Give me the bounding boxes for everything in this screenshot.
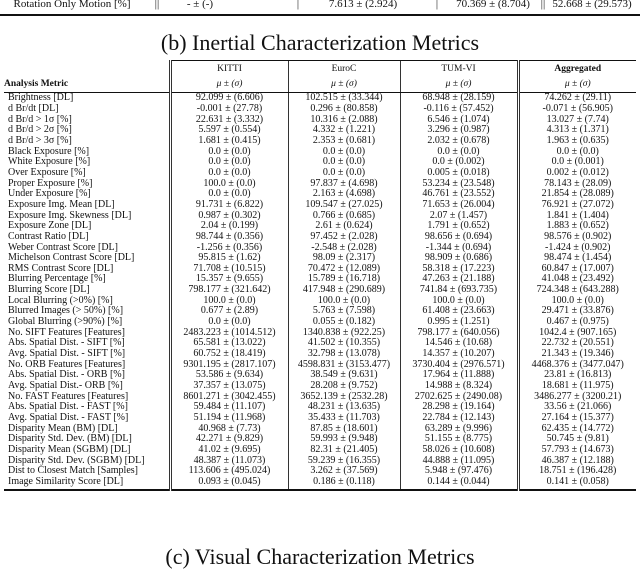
tumvi-value: 47.263 ± (21.188) — [400, 274, 518, 285]
metric-label: No. FAST Features [Features] — [8, 390, 129, 402]
aggregated-value: -1.424 ± (0.902) — [518, 243, 636, 254]
euroc-value: 4.332 ± (1.221) — [288, 125, 400, 136]
metric-label: Abs. Spatial Dist. - SIFT [%] — [8, 337, 125, 349]
kitti-value: 0.677 ± (2.89) — [170, 306, 288, 317]
tumvi-value: 98.909 ± (0.686) — [400, 253, 518, 264]
aggregated-value: 21.343 ± (19.346) — [518, 349, 636, 360]
tumvi-value: 1.791 ± (0.652) — [400, 221, 518, 232]
kitti-value: 0.0 ± (0.0) — [170, 189, 288, 200]
euroc-value: 2.353 ± (0.681) — [288, 136, 400, 147]
tumvi-value: -1.344 ± (0.694) — [400, 243, 518, 254]
aggregated-value: 50.745 ± (9.81) — [518, 434, 636, 445]
tumvi-value: -0.116 ± (57.452) — [400, 104, 518, 115]
metric-label: Disparity Std. Dev. (SGBM) [DL] — [8, 454, 145, 466]
aggregated-value: 1.963 ± (0.635) — [518, 136, 636, 147]
aggregated-value: 0.0 ± (0.0) — [518, 147, 636, 158]
metric-label: Local Blurring (>0%) [%] — [8, 294, 113, 306]
euroc-value: 3652.139 ± (2532.28) — [288, 392, 400, 403]
kitti-value: -1.256 ± (0.356) — [170, 243, 288, 254]
euroc-value: 0.766 ± (0.685) — [288, 211, 400, 222]
aggregated-value: 98.576 ± (0.902) — [518, 232, 636, 243]
kitti-value: 100.0 ± (0.0) — [170, 179, 288, 190]
header-kitti: KITTI — [170, 61, 288, 77]
tumvi-value: 28.298 ± (19.164) — [400, 402, 518, 413]
aggregated-value: 3486.277 ± (3200.21) — [518, 392, 636, 403]
aggregated-value: 4468.376 ± (3477.047) — [518, 360, 636, 371]
separator: | — [435, 0, 439, 10]
euroc-value: 0.0 ± (0.0) — [288, 147, 400, 158]
separator: | — [296, 0, 300, 10]
aggregated-value: 62.435 ± (14.772) — [518, 424, 636, 435]
tumvi-value: 0.0 ± (0.0) — [400, 147, 518, 158]
tumvi-value: 6.546 ± (1.074) — [400, 115, 518, 126]
tumvi-value: 44.888 ± (11.095) — [400, 456, 518, 467]
tumvi-value: 2.032 ± (0.678) — [400, 136, 518, 147]
aggregated-value: 1.841 ± (1.404) — [518, 211, 636, 222]
euroc-value: 3.262 ± (37.569) — [288, 466, 400, 477]
euroc-value: 98.09 ± (2.317) — [288, 253, 400, 264]
aggregated-value: 27.164 ± (15.377) — [518, 413, 636, 424]
euroc-value: 100.0 ± (0.0) — [288, 296, 400, 307]
metric-label: Proper Exposure [%] — [8, 177, 93, 189]
header-stat: μ ± (σ) — [518, 77, 636, 93]
header-analysis-metric: Analysis Metric — [4, 77, 170, 93]
double-separator: || — [540, 0, 546, 10]
aggregated-value: 33.56 ± (21.066) — [518, 402, 636, 413]
table-row — [4, 232, 636, 243]
euroc-value: -2.548 ± (2.028) — [288, 243, 400, 254]
euroc-value: 41.502 ± (10.355) — [288, 338, 400, 349]
metric-label: d Br/dt [DL] — [8, 102, 59, 114]
euroc-value: 1340.838 ± (922.25) — [288, 328, 400, 339]
aggregated-value: 0.467 ± (0.975) — [518, 317, 636, 328]
euroc-value: 70.472 ± (12.089) — [288, 264, 400, 275]
euroc-value: 59.239 ± (16.355) — [288, 456, 400, 467]
kitti-value: 92.099 ± (6.606) — [170, 93, 288, 104]
kitti-value: 91.731 ± (6.822) — [170, 200, 288, 211]
header-euroc: EuroC — [288, 61, 400, 77]
kitti-value: 0.987 ± (0.302) — [170, 211, 288, 222]
tumvi-value: 5.948 ± (97.476) — [400, 466, 518, 477]
caption-inertial: (b) Inertial Characterization Metrics — [160, 30, 480, 55]
kitti-value: 0.093 ± (0.045) — [170, 477, 288, 490]
euroc-value: 102.515 ± (33.344) — [288, 93, 400, 104]
header-tumvi: TUM-VI — [400, 61, 518, 77]
metric-label: Black Exposure [%] — [8, 145, 90, 157]
euroc-value: 32.798 ± (13.078) — [288, 349, 400, 360]
aggregated-value: 78.143 ± (28.09) — [518, 179, 636, 190]
aggregated-value: 57.793 ± (14.673) — [518, 445, 636, 456]
tumvi-value: 68.948 ± (28.159) — [400, 93, 518, 104]
double-separator: || — [154, 0, 160, 10]
aggregated-value: -0.071 ± (56.905) — [518, 104, 636, 115]
tumvi-value: 22.784 ± (12.143) — [400, 413, 518, 424]
euroc-value: 0.0 ± (0.0) — [288, 168, 400, 179]
metric-label: Abs. Spatial Dist. - FAST [%] — [8, 401, 128, 413]
prev-tumvi: 70.369 ± (8.704) — [456, 0, 530, 10]
tumvi-value: 58.318 ± (17.223) — [400, 264, 518, 275]
kitti-value: 22.631 ± (3.332) — [170, 115, 288, 126]
metric-label: Disparity Mean (BM) [DL] — [8, 422, 118, 434]
aggregated-value: 0.002 ± (0.012) — [518, 168, 636, 179]
kitti-value: 100.0 ± (0.0) — [170, 296, 288, 307]
metric-label: Avg. Spatial Dist. - FAST [%] — [8, 412, 129, 423]
previous-table-last-row — [0, 0, 640, 16]
header-aggregated: Aggregated — [518, 61, 636, 77]
header-stat: μ ± (σ) — [170, 77, 288, 93]
euroc-value: 0.055 ± (0.182) — [288, 317, 400, 328]
kitti-value: 798.177 ± (321.642) — [170, 285, 288, 296]
euroc-value: 87.85 ± (18.601) — [288, 424, 400, 435]
tumvi-value: 98.656 ± (0.694) — [400, 232, 518, 243]
tumvi-value: 17.964 ± (11.888) — [400, 370, 518, 381]
aggregated-value: 1.883 ± (0.652) — [518, 221, 636, 232]
metric-label: Weber Contrast Score [DL] — [8, 241, 118, 253]
kitti-value: -0.001 ± (27.78) — [170, 104, 288, 115]
kitti-value: 113.606 ± (495.024) — [170, 466, 288, 477]
metric-label: Contrast Ratio [DL] — [8, 230, 89, 242]
metric-label: Brightness [DL] — [8, 92, 74, 104]
header-stat: μ ± (σ) — [400, 77, 518, 93]
tumvi-value: 3.296 ± (0.987) — [400, 125, 518, 136]
euroc-value: 15.789 ± (16.718) — [288, 274, 400, 285]
kitti-value: 37.357 ± (13.075) — [170, 381, 288, 392]
kitti-value: 1.681 ± (0.415) — [170, 136, 288, 147]
aggregated-value: 18.751 ± (196.428) — [518, 466, 636, 477]
euroc-value: 0.296 ± (80.858) — [288, 104, 400, 115]
tumvi-value: 53.234 ± (23.548) — [400, 179, 518, 190]
kitti-value: 71.708 ± (10.515) — [170, 264, 288, 275]
kitti-value: 59.484 ± (11.107) — [170, 402, 288, 413]
aggregated-value: 100.0 ± (0.0) — [518, 296, 636, 307]
euroc-value: 109.547 ± (27.025) — [288, 200, 400, 211]
metric-label: Image Similarity Score [DL] — [4, 477, 170, 490]
metric-label: White Exposure [%] — [8, 156, 91, 168]
tumvi-value: 46.761 ± (23.552) — [400, 189, 518, 200]
tumvi-value: 71.653 ± (26.004) — [400, 200, 518, 211]
prev-metric: Rotation Only Motion [%] — [13, 0, 131, 10]
euroc-value: 82.31 ± (21.405) — [288, 445, 400, 456]
euroc-value: 28.208 ± (9.752) — [288, 381, 400, 392]
kitti-value: 8601.271 ± (3042.455) — [170, 392, 288, 403]
tumvi-value: 0.005 ± (0.018) — [400, 168, 518, 179]
kitti-value: 65.581 ± (13.022) — [170, 338, 288, 349]
euroc-value: 4598.831 ± (3153.477) — [288, 360, 400, 371]
kitti-value: 42.271 ± (9.829) — [170, 434, 288, 445]
table-row — [4, 477, 636, 490]
aggregated-value: 41.048 ± (23.492) — [518, 274, 636, 285]
metric-label: Exposure Img. Skewness [DL] — [8, 209, 132, 221]
tumvi-value: 14.988 ± (8.324) — [400, 381, 518, 392]
tumvi-value: 100.0 ± (0.0) — [400, 296, 518, 307]
aggregated-value: 0.141 ± (0.058) — [518, 477, 636, 490]
aggregated-value: 1042.4 ± (907.165) — [518, 328, 636, 339]
metric-label: Global Blurring (>90%) [%] — [8, 316, 123, 328]
kitti-value: 95.815 ± (1.62) — [170, 253, 288, 264]
aggregated-value: 13.027 ± (7.74) — [518, 115, 636, 126]
visual-metrics-table — [4, 60, 636, 491]
aggregated-value: 46.387 ± (12.188) — [518, 456, 636, 467]
kitti-value: 5.597 ± (0.554) — [170, 125, 288, 136]
euroc-value: 2.163 ± (4.698) — [288, 189, 400, 200]
aggregated-value: 74.262 ± (29.11) — [518, 93, 636, 104]
kitti-value: 0.0 ± (0.0) — [170, 147, 288, 158]
table-row — [4, 157, 636, 168]
aggregated-value: 21.854 ± (28.089) — [518, 189, 636, 200]
euroc-value: 38.549 ± (9.631) — [288, 370, 400, 381]
euroc-value: 59.993 ± (9.948) — [288, 434, 400, 445]
metric-label: Disparity Mean (SGBM) [DL] — [8, 443, 131, 455]
tumvi-value: 0.0 ± (0.002) — [400, 157, 518, 168]
metric-label: RMS Contrast Score [DL] — [8, 262, 114, 274]
table-row — [4, 147, 636, 158]
tumvi-value: 51.155 ± (8.775) — [400, 434, 518, 445]
euroc-value: 5.763 ± (7.598) — [288, 306, 400, 317]
aggregated-value: 60.847 ± (17.007) — [518, 264, 636, 275]
metric-label: No. ORB Features [Features] — [8, 358, 126, 370]
kitti-value: 41.02 ± (9.695) — [170, 445, 288, 456]
kitti-value: 48.387 ± (11.073) — [170, 456, 288, 467]
kitti-value: 2.04 ± (0.199) — [170, 221, 288, 232]
tumvi-value: 2702.625 ± (2490.08) — [400, 392, 518, 403]
euroc-value: 97.837 ± (4.698) — [288, 179, 400, 190]
euroc-value: 97.452 ± (2.028) — [288, 232, 400, 243]
table-row — [4, 136, 636, 147]
euroc-value: 2.61 ± (0.624) — [288, 221, 400, 232]
metric-label: Blurred Images (> 50%) [%] — [8, 305, 124, 317]
kitti-value: 15.357 ± (9.655) — [170, 274, 288, 285]
kitti-value: 0.0 ± (0.0) — [170, 157, 288, 168]
tumvi-value: 0.144 ± (0.044) — [400, 477, 518, 490]
tumvi-value: 61.408 ± (23.663) — [400, 306, 518, 317]
tumvi-value: 741.84 ± (693.735) — [400, 285, 518, 296]
metric-label: d Br/d > 3σ [%] — [8, 134, 72, 146]
aggregated-value: 4.313 ± (1.371) — [518, 125, 636, 136]
aggregated-value: 23.81 ± (16.813) — [518, 370, 636, 381]
table-row — [4, 168, 636, 179]
kitti-value: 0.0 ± (0.0) — [170, 168, 288, 179]
euroc-value: 48.231 ± (13.635) — [288, 402, 400, 413]
tumvi-value: 14.357 ± (10.207) — [400, 349, 518, 360]
aggregated-value: 29.471 ± (33.876) — [518, 306, 636, 317]
tumvi-value: 798.177 ± (640.056) — [400, 328, 518, 339]
metric-label: Exposure Img. Mean [DL] — [8, 198, 115, 210]
euroc-value: 0.186 ± (0.118) — [288, 477, 400, 490]
metric-label: Blurring Percentage [%] — [8, 273, 106, 285]
table-row — [4, 200, 636, 211]
euroc-value: 10.316 ± (2.088) — [288, 115, 400, 126]
metric-label: No. SIFT Features [Features] — [8, 326, 126, 338]
kitti-value: 9301.195 ± (2817.107) — [170, 360, 288, 371]
kitti-value: 40.968 ± (7.73) — [170, 424, 288, 435]
metric-label: Over Exposure [%] — [8, 166, 86, 178]
metric-label: Avg. Spatial Dist.- ORB [%] — [8, 380, 123, 392]
metric-label: Avg. Spatial Dist. - SIFT [%] — [8, 348, 126, 360]
euroc-value: 417.948 ± (290.689) — [288, 285, 400, 296]
tumvi-value: 14.546 ± (10.68) — [400, 338, 518, 349]
tumvi-value: 58.026 ± (10.608) — [400, 445, 518, 456]
kitti-value: 98.744 ± (0.356) — [170, 232, 288, 243]
aggregated-value: 724.348 ± (643.288) — [518, 285, 636, 296]
aggregated-value: 18.681 ± (11.975) — [518, 381, 636, 392]
metric-label: Blurring Score [DL] — [8, 284, 90, 296]
aggregated-value: 76.921 ± (27.072) — [518, 200, 636, 211]
kitti-value: 2483.223 ± (1014.512) — [170, 328, 288, 339]
metric-label: Abs. Spatial Dist. - ORB [%] — [8, 369, 125, 381]
prev-aggregated: 52.668 ± (29.573) — [552, 0, 632, 10]
tumvi-value: 0.995 ± (1.251) — [400, 317, 518, 328]
aggregated-value: 0.0 ± (0.001) — [518, 157, 636, 168]
metric-label: d Br/d > 1σ [%] — [8, 113, 72, 125]
kitti-value: 60.752 ± (18.419) — [170, 349, 288, 360]
prev-euroc: 7.613 ± (2.924) — [328, 0, 398, 10]
kitti-value: 0.0 ± (0.0) — [170, 317, 288, 328]
euroc-value: 35.433 ± (11.703) — [288, 413, 400, 424]
kitti-value: 51.194 ± (11.968) — [170, 413, 288, 424]
metric-label: Under Exposure [%] — [8, 188, 91, 200]
tumvi-value: 3730.404 ± (2976.571) — [400, 360, 518, 371]
metric-label: Disparity Std. Dev. (BM) [DL] — [8, 433, 132, 445]
metric-label: Exposure Zone [DL] — [8, 220, 92, 232]
euroc-value: 0.0 ± (0.0) — [288, 157, 400, 168]
aggregated-value: 98.474 ± (1.454) — [518, 253, 636, 264]
kitti-value: 53.586 ± (9.634) — [170, 370, 288, 381]
aggregated-value: 22.732 ± (20.551) — [518, 338, 636, 349]
caption-visual: (c) Visual Characterization Metrics — [165, 544, 475, 569]
header-stat: μ ± (σ) — [288, 77, 400, 93]
metric-label: d Br/d > 2σ [%] — [8, 124, 72, 136]
metric-label: Michelson Contrast Score [DL] — [8, 252, 135, 264]
metric-label: Dist to Closest Match [Samples] — [8, 465, 138, 477]
tumvi-value: 2.07 ± (1.457) — [400, 211, 518, 222]
tumvi-value: 63.289 ± (9.996) — [400, 424, 518, 435]
prev-kitti: - ± (-) — [186, 0, 214, 10]
